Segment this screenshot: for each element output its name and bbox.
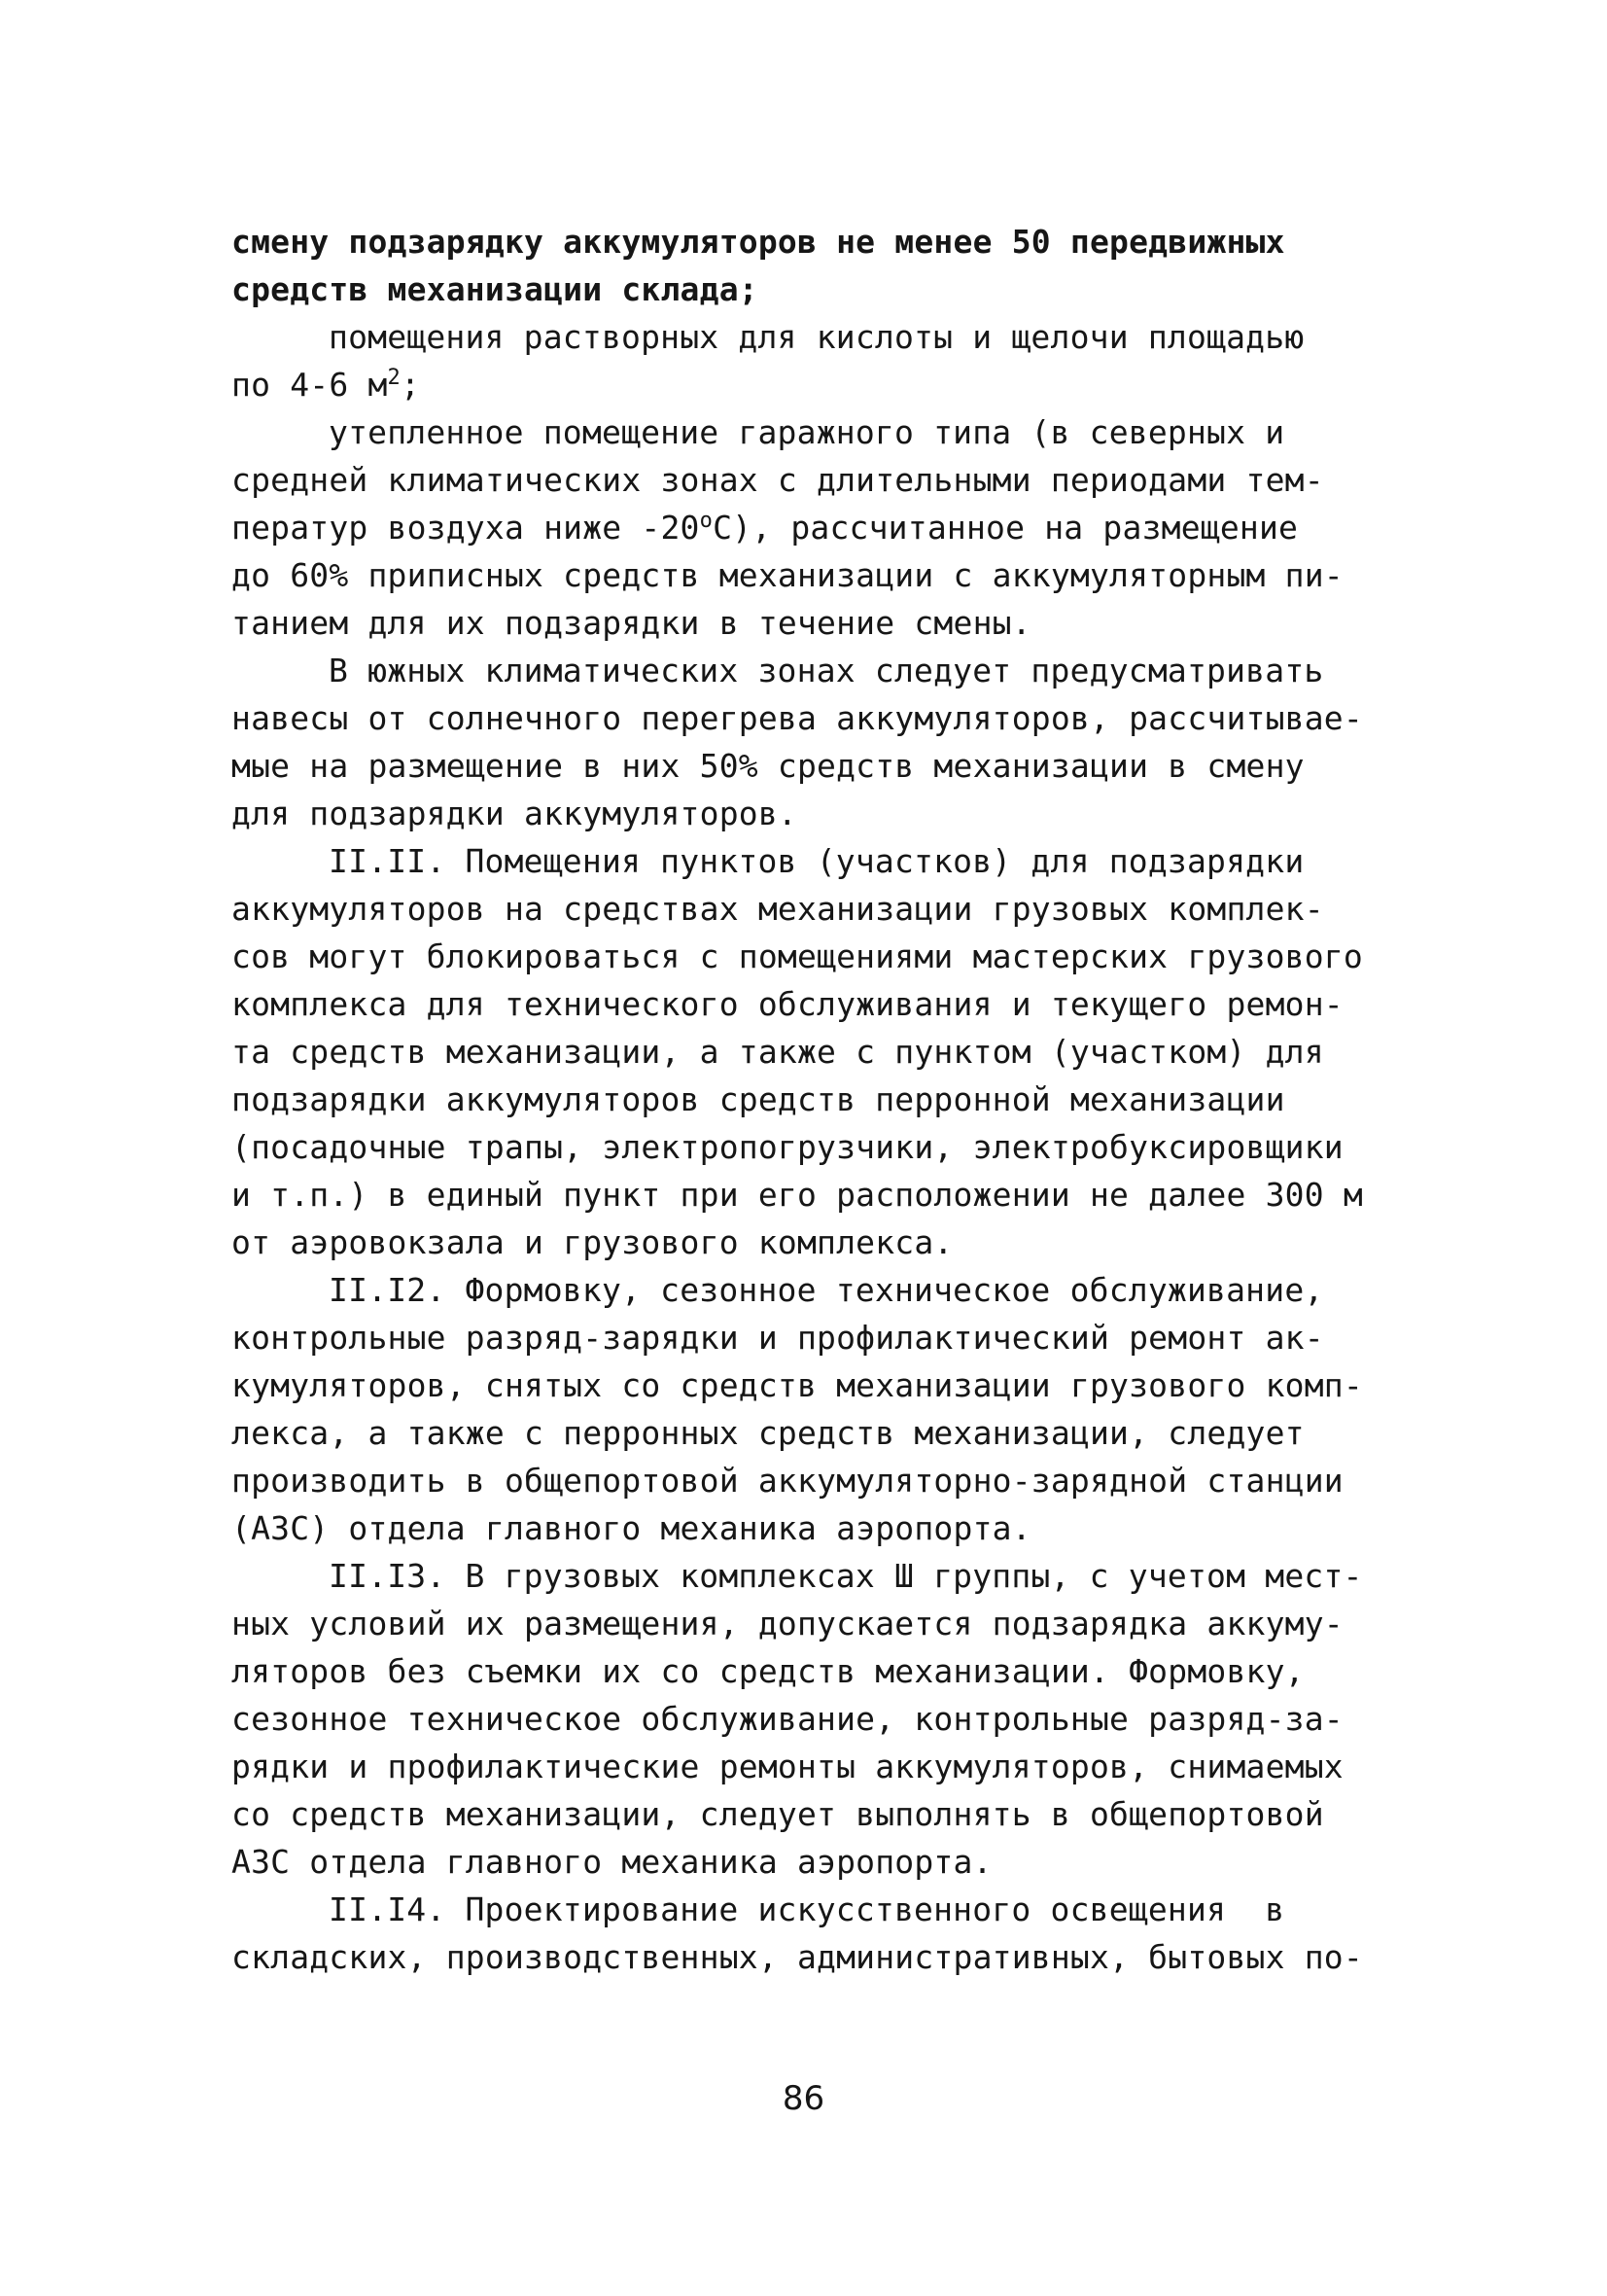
text-line-tail: ; <box>401 366 421 404</box>
text-line-content: со средств механизации, следует выполнять в общепортовой <box>231 1795 1324 1833</box>
text-line <box>231 933 1388 980</box>
text-line-content: танием для их подзарядки в течение смены. <box>231 604 1031 642</box>
text-line <box>231 885 1388 933</box>
text-line-content: (посадочные трапы, электропогрузчики, электробуксировщики <box>231 1128 1344 1166</box>
text-line <box>231 599 1388 647</box>
body-text <box>231 218 1388 1981</box>
text-line <box>231 456 1388 504</box>
text-line-content: смену подзарядку аккумуляторов не менее 50 передвижных <box>231 223 1285 261</box>
text-line <box>231 980 1388 1028</box>
text-line <box>231 1219 1388 1266</box>
text-line <box>231 361 1388 408</box>
text-line <box>231 837 1388 885</box>
text-line <box>231 1409 1388 1457</box>
text-line <box>231 1743 1388 1790</box>
text-line-content: по 4-6 м <box>231 366 388 404</box>
text-line-content: комплекса для технического обслуживания и текущего ремон- <box>231 985 1344 1023</box>
superscript: о <box>699 509 714 533</box>
text-line-content: лекса, а также с перронных средств механизации, следует <box>231 1414 1305 1452</box>
text-line-content: ных условий их размещения, допускается подзарядка аккуму- <box>231 1605 1344 1643</box>
text-line-content: помещения растворных для кислоты и щелочи площадью <box>329 318 1305 356</box>
text-line-content: рядки и профилактические ремонты аккумуляторов, снимаемых <box>231 1748 1344 1785</box>
text-line-content: (АЗС) отдела главного механика аэропорта. <box>231 1509 1031 1547</box>
text-line <box>231 504 1388 551</box>
text-line <box>231 1171 1388 1219</box>
text-line-content: мые на размещение в них 50% средств механизации в смену <box>231 747 1305 785</box>
text-line <box>231 1695 1388 1743</box>
text-line <box>231 1504 1388 1552</box>
text-line <box>231 1266 1388 1314</box>
text-line-content: складских, производственных, административных, бытовых по- <box>231 1938 1363 1976</box>
text-line-content: II.I4. Проектирование искусственного освещения в <box>329 1890 1285 1928</box>
text-line-content: кумуляторов, снятых со средств механизации грузового комп- <box>231 1366 1363 1404</box>
text-line-content: средств механизации склада; <box>231 270 758 308</box>
text-line-content: II.I2. Формовку, сезонное техническое обслуживание, <box>329 1271 1324 1309</box>
text-line-content: ляторов без съемки их со средств механизации. Формовку, <box>231 1652 1305 1690</box>
text-line <box>231 694 1388 742</box>
text-line-content: II.II. Помещения пунктов (участков) для подзарядки <box>329 842 1305 880</box>
text-line-content: производить в общепортовой аккумуляторно-зарядной станции <box>231 1462 1344 1500</box>
text-line-content: контрольные разряд-зарядки и профилактический ремонт ак- <box>231 1319 1324 1357</box>
text-line-content: II.I3. В грузовых комплексах Ш группы, с учетом мест- <box>329 1557 1363 1595</box>
text-line-content: средней климатических зонах с длительными периодами тем- <box>231 461 1324 499</box>
text-line <box>231 647 1388 694</box>
text-line <box>231 265 1388 313</box>
text-line-content: ператур воздуха ниже -20 <box>231 509 700 547</box>
text-line-content: сов могут блокироваться с помещениями мастерских грузового <box>231 937 1363 975</box>
text-line <box>231 551 1388 599</box>
text-line <box>231 742 1388 790</box>
text-line <box>231 1933 1388 1981</box>
text-line <box>231 1790 1388 1838</box>
text-line <box>231 1600 1388 1647</box>
text-line <box>231 1314 1388 1361</box>
text-line <box>231 1457 1388 1504</box>
text-line-content: В южных климатических зонах следует предусматривать <box>329 652 1324 689</box>
text-line-content: та средств механизации, а также с пунктом (участком) для <box>231 1033 1324 1071</box>
text-line <box>231 1123 1388 1171</box>
text-line <box>231 790 1388 837</box>
page-number: 86 <box>782 2079 825 2118</box>
text-line-content: АЗС отдела главного механика аэропорта. <box>231 1843 993 1881</box>
text-line-content: до 60% приписных средств механизации с аккумуляторным пи- <box>231 556 1344 594</box>
text-line <box>231 1838 1388 1886</box>
text-line-content: и т.п.) в единый пункт при его расположении не далее 300 м <box>231 1176 1363 1214</box>
text-line <box>231 1028 1388 1076</box>
text-line <box>231 1076 1388 1123</box>
text-line <box>231 218 1388 265</box>
text-line <box>231 1552 1388 1600</box>
text-line <box>231 1361 1388 1409</box>
text-line <box>231 408 1388 456</box>
superscript: 2 <box>387 366 401 390</box>
text-line-content: аккумуляторов на средствах механизации грузовых комплек- <box>231 890 1324 928</box>
text-line <box>231 1886 1388 1933</box>
text-line-content: подзарядки аккумуляторов средств перронной механизации <box>231 1080 1285 1118</box>
text-line-content: сезонное техническое обслуживание, контрольные разряд-за- <box>231 1700 1344 1738</box>
text-line <box>231 1647 1388 1695</box>
text-line-content: навесы от солнечного перегрева аккумуляторов, рассчитывае- <box>231 699 1363 737</box>
text-line-content: от аэровокзала и грузового комплекса. <box>231 1223 954 1261</box>
text-line-tail: С), рассчитанное на размещение <box>713 509 1299 547</box>
text-line <box>231 313 1388 361</box>
text-line-content: утепленное помещение гаражного типа (в северных и <box>329 413 1285 451</box>
text-line-content: для подзарядки аккумуляторов. <box>231 795 797 832</box>
